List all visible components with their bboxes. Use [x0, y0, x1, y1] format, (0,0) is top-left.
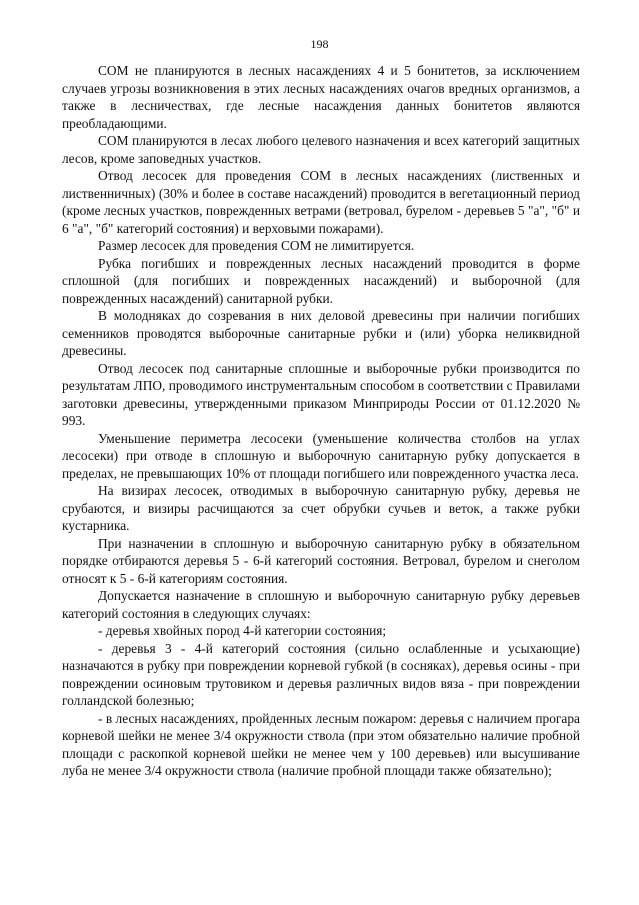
page-number: 198: [310, 37, 329, 51]
list-item-2: - деревья 3 - 4-й категорий состояния (сильно ослабленные и усыхающие) назначаются в рубку при повреждении корневой губкой (в сосняках), деревья осины - при повреждении осиновым трутовиком и деревья различных видов вяза - при повреждении голландской болезнью;: [62, 640, 580, 708]
paragraph-6: В молодняках до созревания в них деловой древесины при наличии погибших семенников проводятся выборочные санитарные рубки и (или) уборка неликвидной древесины.: [62, 308, 580, 358]
page-body: [62, 62, 580, 780]
paragraph-11: Допускается назначение в сплошную и выборочную санитарную рубку деревьев категорий состояния в следующих случаях:: [62, 588, 580, 621]
paragraph-10: При назначении в сплошную и выборочную санитарную рубку в обязательном порядке отбираются деревья 5 - 6-й категорий состояния. Ветровал, бурелом и снеголом относят к 5 - 6-й категориям состояния.: [62, 535, 580, 586]
paragraph-1: СОМ не планируются в лесных насаждениях 4 и 5 бонитетов, за исключением случаев угрозы возникновения в этих лесных насаждениях очагов вредных организмов, а также в лесничествах, где лесные насаждения данных бонитетов являются преобладающими.: [62, 63, 580, 131]
paragraph-5: Рубка погибших и поврежденных лесных насаждений проводится в форме сплошной (для погибших и поврежденных насаждений) и выборочной (для поврежденных насаждений) санитарной рубки.: [62, 255, 580, 306]
list-item-3: - в лесных насаждениях, пройденных лесным пожаром: деревья с наличием прогара корневой шейки не менее 3/4 окружности ствола (при этом обязательно наличие пробной площади с раскопкой корневой шейки не менее чем у 100 деревьев) или высушивание луба не менее 3/4 окружности ствола (наличие пробной площади также обязательно);: [62, 710, 580, 778]
paragraph-2: СОМ планируются в лесах любого целевого назначения и всех категорий защитных лесов, кроме заповедных участков.: [62, 133, 580, 166]
list-item-1: - деревья хвойных пород 4-й категории состояния;: [98, 623, 387, 638]
paragraph-9: На визирах лесосек, отводимых в выборочную санитарную рубку, деревья не срубаются, и визиры расчищаются за счет обрубки сучьев и веток, а также рубки кустарника.: [62, 483, 580, 533]
paragraph-7: Отвод лесосек под санитарные сплошные и выборочные рубки производится по результатам ЛПО, проводимого инструментальным способом в соответствии с Правилами заготовки древесины, утвержденными приказом Минприроды России от 01.12.2020 № 993.: [62, 360, 580, 428]
paragraph-8: Уменьшение периметра лесосеки (уменьшение количества столбов на углах лесосеки) при отводе в сплошную и выборочную санитарную рубку допускается в пределах, не превышающих 10% от площади погибшего или поврежденного участка леса.: [62, 430, 580, 481]
paragraph-4: Размер лесосек для проведения СОМ не лимитируется.: [98, 238, 415, 253]
paragraph-3: Отвод лесосек для проведения СОМ в лесных насаждениях (лиственных и лиственничных) (30% и более в составе насаждений) проводится в вегетационный период (кроме лесных участков, поврежденных ветрами (ветровал, бурелом - деревьев 5 "а", "б" и 6 "а", "б" категорий состояния) и верховыми пожарами).: [62, 168, 580, 236]
